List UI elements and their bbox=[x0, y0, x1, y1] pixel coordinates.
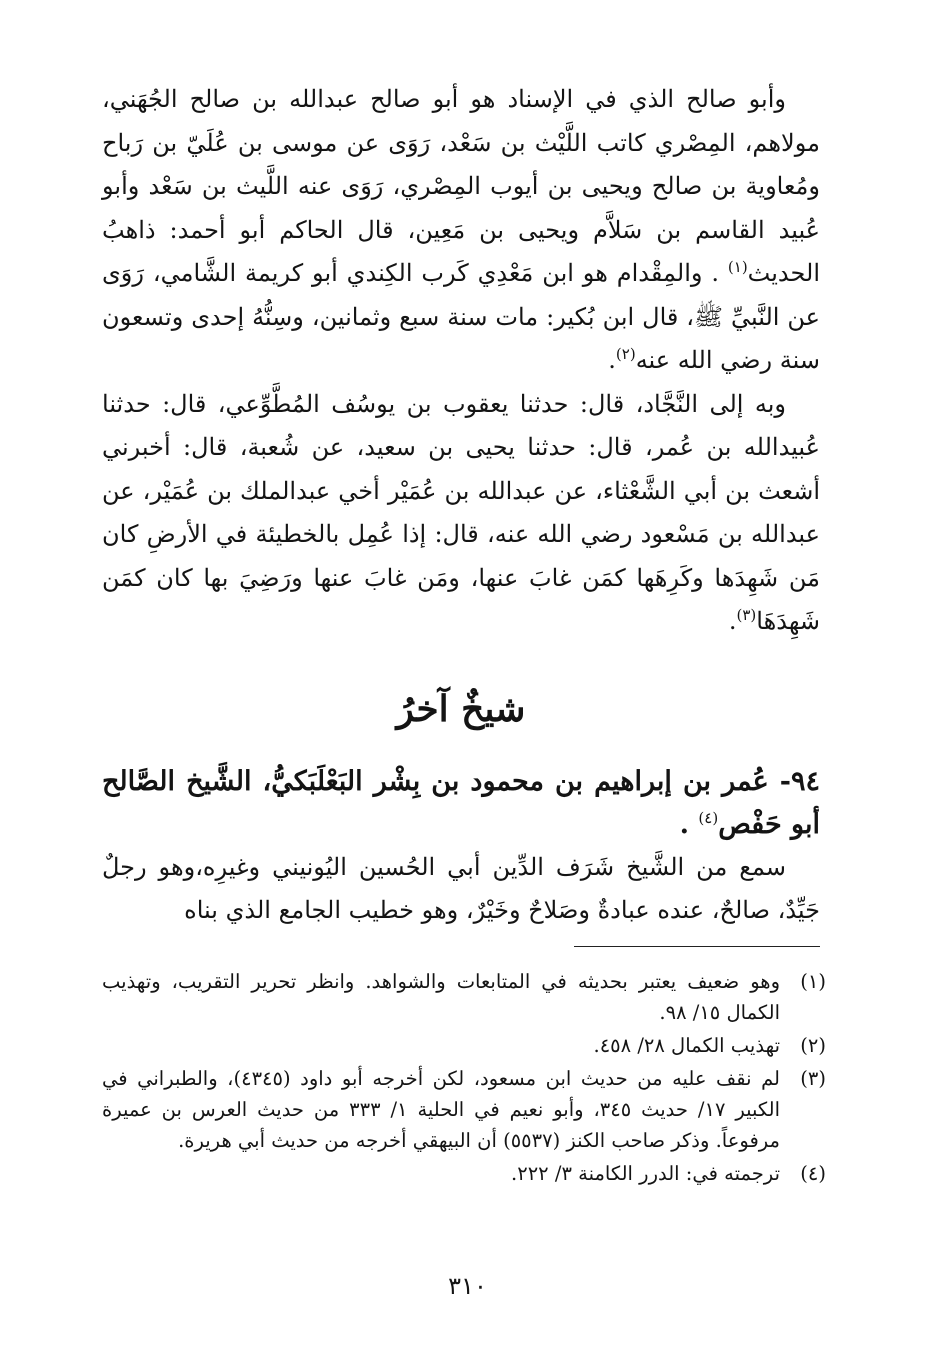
paragraph-2 bbox=[102, 383, 820, 644]
footnote-1 bbox=[102, 966, 826, 1028]
page-number: ٣١٠ bbox=[448, 1272, 487, 1300]
footnotes bbox=[102, 966, 826, 1191]
footnote-ref-2[interactable]: (٢) bbox=[615, 345, 636, 363]
paragraph-1-end: . bbox=[608, 346, 616, 374]
footnote-4 bbox=[102, 1158, 826, 1189]
footnote-number: (٤) bbox=[800, 1162, 826, 1185]
entry-paragraph: سمع من الشَّيخ شَرَف الدِّين أبي الحُسين اليُونيني وغيرِه،وهو رجلٌ جَيِّدٌ، صالحٌ، عنده عبادةٌ وصَلاحٌ وخَيْرٌ، وهو خطيب الجامع الذي بناه bbox=[102, 852, 820, 924]
footnote-ref-1[interactable]: (١) bbox=[727, 258, 748, 276]
footnote-number: (٢) bbox=[800, 1034, 826, 1057]
entry-heading-text: ٩٤- عُمر بن إبراهيم بن محمود بن بِشْر البَعْلَبَكيُّ، الشَّيخ الصَّالح أبو حَفْص bbox=[102, 765, 820, 840]
paragraph-2-end: . bbox=[728, 607, 737, 635]
paragraph-1-text: وأبو صالح الذي في الإسناد هو أبو صالح عبدالله بن صالح الجُهَني، مولاهم، المِصْري كاتب اللَّيْث بن سَعْد، رَوَى عن موسى بن عُلَيّ بن رَباح ومُعاوية بن صالح ويحيى بن أيوب المِصْري، رَوَى عنه اللَّيث بن سَعْد وأبو عُبيد القاسم بن سَلاَّم ويحيى بن مَعِين، قال الحاكم أبو أحمد: ذاهبُ الحديث bbox=[102, 85, 821, 287]
footnote-divider bbox=[574, 946, 820, 947]
entry-heading bbox=[102, 760, 820, 846]
entry-heading-end: . bbox=[679, 808, 699, 840]
main-text bbox=[102, 78, 820, 644]
footnote-text: وهو ضعيف يعتبر بحديثه في المتابعات والشواهد. وانظر تحرير التقريب، وتهذيب الكمال ١٥/ ٩٨. bbox=[102, 970, 780, 1024]
footnote-text: تهذيب الكمال ٢٨/ ٤٥٨. bbox=[593, 1034, 780, 1057]
paragraph-1 bbox=[102, 78, 820, 383]
footnote-number: (١) bbox=[800, 970, 826, 993]
footnote-2 bbox=[102, 1030, 826, 1061]
footnote-3 bbox=[102, 1063, 826, 1156]
footnote-text: ترجمته في: الدرر الكامنة ٣/ ٢٢٢. bbox=[511, 1162, 780, 1185]
footnote-ref-3[interactable]: (٣) bbox=[736, 606, 757, 624]
footnote-text: لم نقف عليه من حديث ابن مسعود، لكن أخرجه أبو داود (٤٣٤٥)، والطبراني في الكبير ١٧/ حديث ٣٤٥، وأبو نعيم في الحلية ١/ ٣٣٣ من حديث العرس بن عميرة مرفوعاً. وذكر صاحب الكنز (٥٥٣٧) أن البيهقي أخرجه من حديث أبي هريرة. bbox=[102, 1067, 780, 1152]
section-title: شيخٌ آخرُ bbox=[396, 687, 526, 730]
page-content bbox=[102, 78, 820, 933]
footnote-number: (٣) bbox=[800, 1067, 826, 1090]
paragraph-2-text: وبه إلى النَّجَّاد، قال: حدثنا يعقوب بن يوسُف المُطَّوِّعي، قال: حدثنا عُبيدالله بن عُمر، قال: حدثنا يحيى بن سعيد، عن شُعبة، قال: أخبرني أشعث بن أبي الشَّعْثاء، عن عبدالله بن عُمَيْر أخي عبدالملك بن عُمَيْر، عن عبدالله بن مَسْعود رضي الله عنه، قال: إذا عُمِل بالخطيئة في الأرضِ كان مَن شَهِدَها وكَرِهَها كمَن غابَ عنها، ومَن غابَ عنها ورَضِيَ بها كان كمَن شَهِدَهَا bbox=[102, 389, 820, 635]
paragraph-1-continued: . والمِقْدام هو ابن مَعْدِي كَرب الكِندي أبو كريمة الشَّامي، رَوَى عن النَّبيِّ ﷺ، قال ابن بُكير: مات سنة سبع وثمانين، وسِنُّهُ إحدى وتسعون سنة رضي الله عنه bbox=[102, 259, 820, 374]
footnote-ref-4[interactable]: (٤) bbox=[698, 808, 719, 827]
entry-body bbox=[102, 846, 820, 933]
